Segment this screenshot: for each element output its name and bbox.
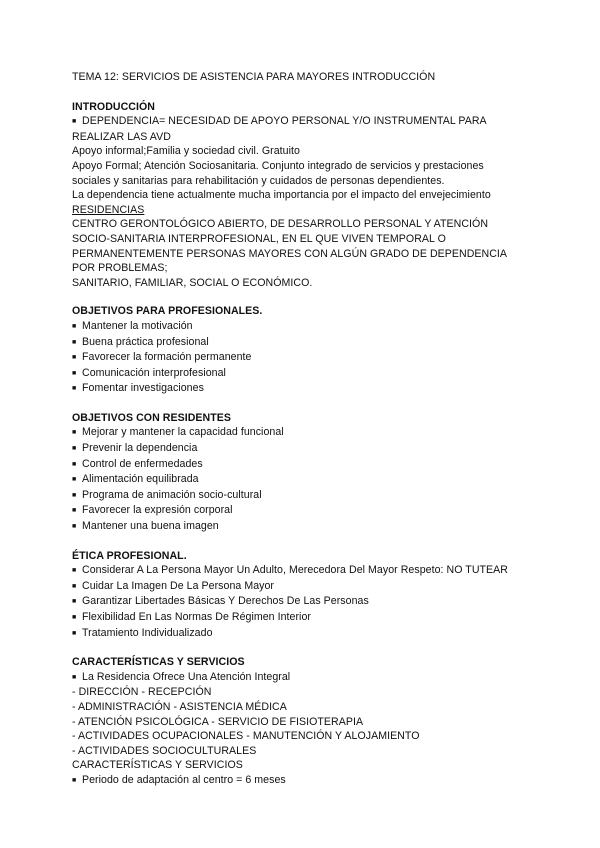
list-item: ■ Alimentación equilibrada (72, 472, 542, 488)
intro-line: ■ DEPENDENCIA= NECESIDAD DE APOYO PERSONAL Y/O INSTRUMENTAL PARA (72, 114, 542, 130)
list-item: ■ Fomentar investigaciones (72, 381, 542, 397)
service-line: - ATENCIÓN PSICOLÓGICA - SERVICIO DE FISIOTERAPIA (72, 715, 364, 728)
intro-line: POR PROBLEMAS; (72, 262, 168, 275)
intro-line: SANITARIO, FAMILIAR, SOCIAL O ECONÓMICO. (72, 276, 313, 289)
list-item: ■ La Residencia Ofrece Una Atención Integral (72, 670, 542, 686)
service-line: - ACTIVIDADES SOCIOCULTURALES (72, 744, 257, 757)
intro-line: CENTRO GERONTOLÓGICO ABIERTO, DE DESARROLLO PERSONAL Y ATENCIÓN (72, 218, 489, 231)
residencias-subheading: RESIDENCIAS (72, 203, 145, 216)
list-item: ■ Garantizar Libertades Básicas Y Derechos De Las Personas (72, 594, 542, 610)
service-line: - DIRECCIÓN - RECEPCIÓN (72, 686, 212, 699)
list-item: ■ Favorecer la formación permanente (72, 350, 542, 366)
intro-line: sociales y sanitarias para rehabilitación y cuidados de personas dependientes. (72, 174, 445, 187)
list-item: ■ Cuidar La Imagen De La Persona Mayor (72, 579, 542, 595)
intro-line: La dependencia tiene actualmente mucha importancia por el impacto del envejecimiento (72, 189, 491, 202)
objetivos-profesionales-heading: OBJETIVOS PARA PROFESIONALES. (72, 305, 263, 318)
list-item: ■ Favorecer la expresión corporal (72, 503, 542, 519)
list-item: ■ Buena práctica profesional (72, 335, 542, 351)
list-item: ■ Comunicación interprofesional (72, 366, 542, 382)
objetivos-residentes-heading: OBJETIVOS CON RESIDENTES (72, 411, 231, 424)
document-page (72, 70, 542, 789)
intro-line: Apoyo Formal; Atención Sociosanitaria. Conjunto integrado de servicios y prestaciones (72, 159, 484, 172)
list-item: ■ Programa de animación socio-cultural (72, 488, 542, 504)
intro-line: PERMANENTEMENTE PERSONAS MAYORES CON ALGÚN GRADO DE DEPENDENCIA (72, 247, 508, 260)
list-item: ■ Prevenir la dependencia (72, 441, 542, 457)
list-item: ■ Mantener la motivación (72, 319, 542, 335)
document-title: TEMA 12: SERVICIOS DE ASISTENCIA PARA MAYORES INTRODUCCIÓN (72, 71, 436, 83)
intro-line: Apoyo informal;Familia y sociedad civil. Gratuito (72, 145, 300, 158)
list-item: ■ Mantener una buena imagen (72, 519, 542, 535)
intro-heading: INTRODUCCIÓN (72, 100, 155, 113)
list-item: ■ Considerar A La Persona Mayor Un Adulto, Merecedora Del Mayor Respeto: NO TUTEAR (72, 563, 542, 579)
service-line: - ADMINISTRACIÓN - ASISTENCIA MÉDICA (72, 700, 287, 713)
intro-line: SOCIO-SANITARIA INTERPROFESIONAL, EN EL QUE VIVEN TEMPORAL O (72, 232, 446, 245)
list-item: ■ Tratamiento Individualizado (72, 626, 542, 642)
list-item: ■ Periodo de adaptación al centro = 6 meses (72, 773, 542, 789)
caracteristicas-heading: CARACTERÍSTICAS Y SERVICIOS (72, 656, 245, 669)
list-item: ■ Flexibilidad En Las Normas De Régimen Interior (72, 610, 542, 626)
list-item: ■ Mejorar y mantener la capacidad funcional (72, 425, 542, 441)
etica-heading: ÉTICA PROFESIONAL. (72, 549, 187, 562)
list-item: ■ Control de enfermedades (72, 457, 542, 473)
service-line: CARACTERÍSTICAS Y SERVICIOS (72, 759, 243, 772)
service-line: - ACTIVIDADES OCUPACIONALES - MANUTENCIÓN Y ALOJAMIENTO (72, 730, 420, 743)
intro-line: REALIZAR LAS AVD (72, 130, 171, 143)
